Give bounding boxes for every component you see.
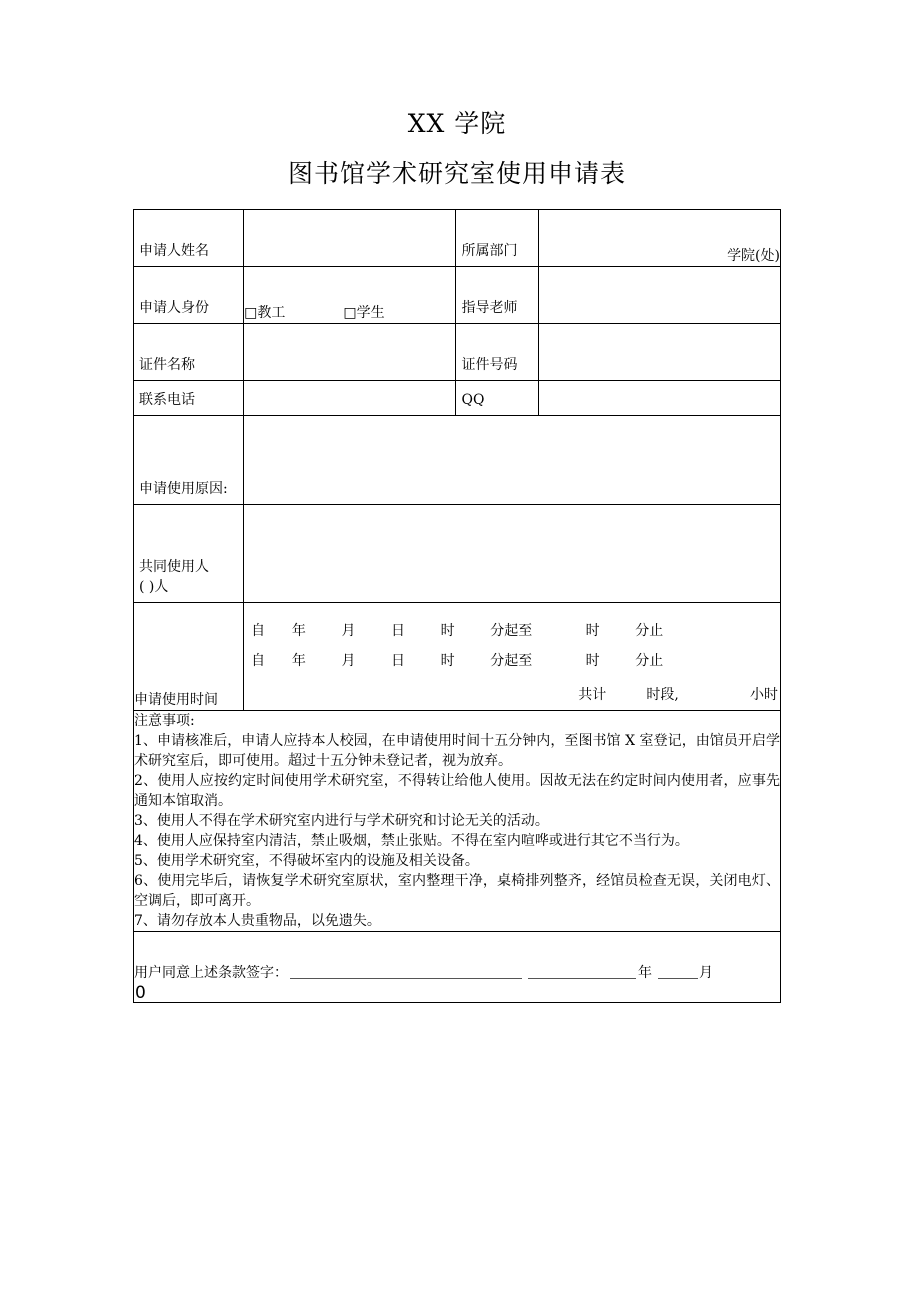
- phone-value: [244, 406, 455, 415]
- advisor-label-cell: [456, 267, 538, 324]
- notes-heading: 注意事项:: [134, 713, 195, 729]
- reason-input-cell[interactable]: [244, 416, 781, 505]
- department-input-cell[interactable]: [538, 210, 780, 267]
- application-form-table: [133, 209, 781, 1003]
- advisor-value: [539, 314, 780, 323]
- shared-users-label-cell: [134, 505, 244, 603]
- table-row-id-type: [134, 324, 781, 381]
- note-item-4: 4、使用人应保持室内清洁，禁止吸烟，禁止张贴。不得在室内喧哗或进行其它不当行为。: [134, 833, 689, 849]
- applicant-name-input-cell[interactable]: [244, 210, 456, 267]
- stray-text: 0: [135, 983, 146, 1003]
- qq-input-cell[interactable]: [538, 381, 780, 416]
- identity-options-cell[interactable]: [244, 267, 456, 324]
- table-row-notes: [134, 711, 781, 932]
- signature-line[interactable]: [134, 932, 780, 984]
- phone-label: 联系电话: [139, 392, 195, 408]
- signature-cell[interactable]: [134, 932, 781, 1003]
- shared-users-label-line1: 共同使用人: [139, 559, 209, 575]
- table-row-phone: [134, 381, 781, 416]
- signature-blank[interactable]: [290, 964, 522, 979]
- id-type-value: [244, 371, 455, 380]
- id-type-input-cell[interactable]: [244, 324, 456, 381]
- reason-value: [244, 495, 780, 504]
- notes-cell: [134, 711, 781, 932]
- qq-value: [539, 406, 780, 415]
- signature-prefix: 用户同意上述条款签字：: [134, 965, 288, 981]
- usage-time-input-cell[interactable]: [244, 603, 781, 711]
- qq-label: QQ: [461, 392, 485, 408]
- identity-label: 申请人身份: [139, 300, 209, 316]
- table-row-shared-users: [134, 505, 781, 603]
- advisor-input-cell[interactable]: [538, 267, 780, 324]
- applicant-name-label: 申请人姓名: [139, 243, 209, 259]
- reason-label: 申请使用原因:: [139, 481, 228, 497]
- note-item-7: 7、请勿存放本人贵重物品，以免遗失。: [134, 913, 381, 929]
- form-title: 图书馆学术研究室使用申请表: [287, 159, 626, 188]
- reason-label-cell: [134, 416, 244, 505]
- table-row-identity: [134, 267, 781, 324]
- usage-time-total[interactable]: 共计 时段, 小时: [578, 687, 778, 703]
- title-block: [133, 106, 781, 192]
- table-row-usage-time: [134, 603, 781, 711]
- shared-users-input-cell[interactable]: [244, 505, 781, 603]
- phone-label-cell: [134, 381, 244, 416]
- id-number-value: [539, 371, 780, 380]
- note-item-1: 1、申请核准后，申请人应持本人校园，在申请使用时间十五分钟内，至图书馆 X 室登记，由馆员开启学术研究室后，即可使用。超过十五分钟未登记者，视为放弃。: [134, 733, 780, 769]
- note-item-3: 3、使用人不得在学术研究室内进行与学术研究和讨论无关的活动。: [134, 813, 549, 829]
- department-value: 学院(处): [727, 248, 780, 264]
- department-label-cell: [456, 210, 538, 267]
- identity-label-cell: [134, 267, 244, 324]
- note-item-2: 2、使用人应按约定时间使用学术研究室，不得转让给他人使用。因故无法在约定时间内使用者，应事先通知本馆取消。: [134, 773, 780, 809]
- applicant-name-label-cell: [134, 210, 244, 267]
- usage-time-line-1[interactable]: 自 年 月 日 时 分起至 时 分止: [251, 623, 664, 639]
- id-number-label: 证件号码: [461, 357, 518, 373]
- id-type-label-cell: [134, 324, 244, 381]
- qq-label-cell: [456, 381, 538, 416]
- checkbox-student[interactable]: □学生: [343, 305, 385, 321]
- table-row-applicant-name: [134, 210, 781, 267]
- month-blank[interactable]: [658, 964, 698, 979]
- table-row-reason: [134, 416, 781, 505]
- usage-time-label: 申请使用时间: [134, 692, 218, 708]
- year-blank[interactable]: [528, 964, 636, 979]
- id-number-label-cell: [456, 324, 538, 381]
- organization-title: XX 学院: [407, 109, 507, 138]
- applicant-name-value: [244, 257, 455, 266]
- advisor-label: 指导老师: [461, 300, 518, 316]
- usage-time-line-2[interactable]: 自 年 月 日 时 分起至 时 分止: [251, 653, 664, 669]
- month-label: 月: [699, 965, 713, 981]
- year-label: 年: [638, 965, 652, 981]
- phone-input-cell[interactable]: [244, 381, 456, 416]
- table-row-signature: [134, 932, 781, 1003]
- note-item-5: 5、使用学术研究室，不得破坏室内的设施及相关设备。: [134, 853, 479, 869]
- shared-users-label-line2: ( )人: [139, 579, 169, 595]
- id-type-label: 证件名称: [139, 357, 195, 373]
- department-label: 所属部门: [461, 243, 518, 259]
- note-item-6: 6、使用完毕后，请恢复学术研究室原状，室内整理干净，桌椅排列整齐，经馆员检查无误，关闭电灯、空调后，即可离开。: [134, 873, 780, 909]
- id-number-input-cell[interactable]: [538, 324, 780, 381]
- usage-time-label-cell: [134, 603, 244, 711]
- checkbox-staff[interactable]: □教工: [244, 305, 286, 321]
- shared-users-value: [244, 593, 780, 602]
